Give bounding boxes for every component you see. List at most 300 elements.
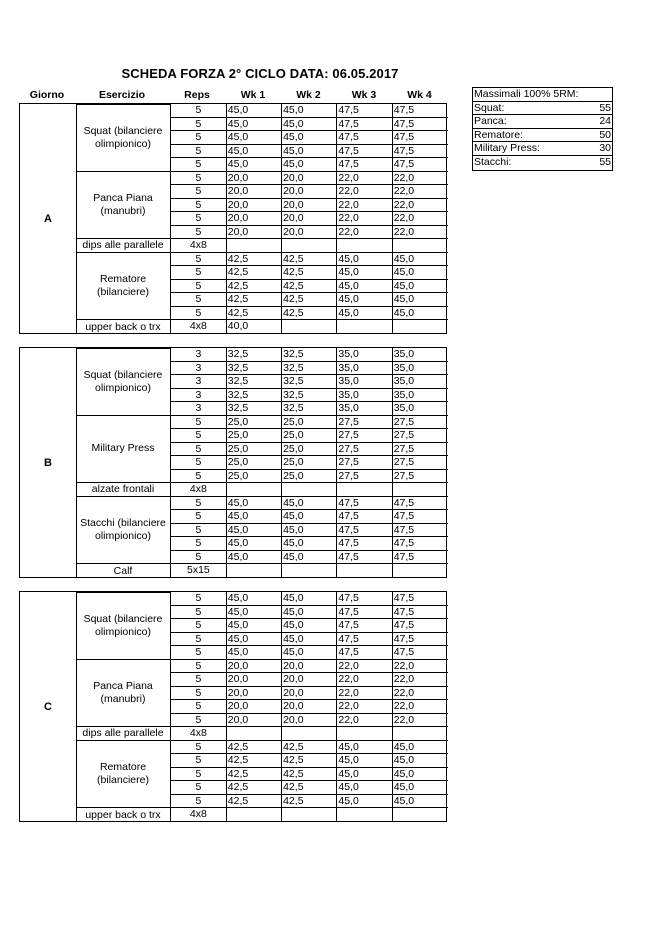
wk3-cell: 47,5 bbox=[337, 118, 392, 131]
wk4-cell: 22,0 bbox=[393, 686, 415, 699]
wk3-cell: 45,0 bbox=[337, 280, 392, 293]
wk2-cell: 45,0 bbox=[282, 592, 337, 605]
reps-cell: 5 bbox=[171, 714, 227, 727]
wk1-cell: 42,5 bbox=[227, 754, 282, 767]
wk3-cell: 22,0 bbox=[337, 673, 392, 686]
reps-cell: 5 bbox=[171, 145, 227, 158]
set-row bbox=[170, 172, 448, 186]
header-esercizio: Esercizio bbox=[98, 89, 146, 101]
wk3-cell: 22,0 bbox=[337, 185, 392, 198]
set-row bbox=[170, 402, 448, 416]
wk2-cell: 45,0 bbox=[282, 646, 337, 659]
set-row bbox=[170, 633, 448, 647]
massimali-label: Rematore: bbox=[474, 128, 524, 141]
wk1-cell: 25,0 bbox=[227, 443, 282, 456]
set-row bbox=[170, 537, 448, 551]
set-row bbox=[170, 226, 448, 240]
wk1-cell: 42,5 bbox=[227, 266, 282, 279]
set-row bbox=[170, 551, 448, 565]
wk3-cell: 47,5 bbox=[337, 646, 392, 659]
wk4-cell: 47,5 bbox=[393, 592, 415, 604]
set-row bbox=[170, 239, 448, 253]
massimali-row-rematore bbox=[473, 129, 612, 143]
wk3-cell: 47,5 bbox=[337, 497, 392, 510]
exercise-name: alzate frontali bbox=[76, 483, 170, 497]
wk4-cell: 22,0 bbox=[393, 198, 415, 211]
wk2-cell bbox=[282, 564, 337, 578]
set-row bbox=[170, 497, 448, 511]
wk1-cell: 45,0 bbox=[227, 551, 282, 564]
wk3-cell: 47,5 bbox=[337, 145, 392, 158]
wk3-cell: 45,0 bbox=[337, 266, 392, 279]
set-row bbox=[170, 768, 448, 782]
wk1-cell bbox=[227, 727, 282, 740]
reps-cell: 5 bbox=[171, 443, 227, 456]
set-row bbox=[170, 429, 448, 443]
header-wk1: Wk 1 bbox=[240, 89, 266, 101]
set-row bbox=[170, 687, 448, 701]
set-row bbox=[170, 104, 448, 118]
massimali-row-panca bbox=[473, 115, 612, 129]
set-row bbox=[170, 158, 448, 172]
wk2-cell: 45,0 bbox=[282, 524, 337, 537]
reps-cell: 5 bbox=[171, 212, 227, 225]
wk1-cell: 20,0 bbox=[227, 673, 282, 686]
wk1-cell bbox=[227, 239, 282, 252]
wk2-cell: 42,5 bbox=[282, 754, 337, 767]
wk1-cell: 20,0 bbox=[227, 700, 282, 713]
wk1-cell: 25,0 bbox=[227, 416, 282, 429]
wk3-cell: 47,5 bbox=[337, 592, 392, 605]
wk1-cell: 45,0 bbox=[227, 646, 282, 659]
set-row bbox=[170, 524, 448, 538]
wk4-cell: 47,5 bbox=[393, 619, 415, 632]
reps-cell: 4x8 bbox=[171, 239, 227, 252]
wk3-cell: 35,0 bbox=[337, 375, 392, 388]
wk1-cell: 42,5 bbox=[227, 768, 282, 781]
massimali-value: 30 bbox=[599, 142, 611, 155]
wk3-cell: 45,0 bbox=[337, 795, 392, 808]
wk2-cell bbox=[282, 239, 337, 252]
day-label: C bbox=[20, 592, 77, 821]
wk2-cell: 32,5 bbox=[282, 402, 337, 415]
exercise-name: Panca Piana (manubri) bbox=[76, 660, 170, 728]
wk4-cell: 47,5 bbox=[393, 632, 415, 645]
exercise-name: Squat (bilanciere olimpionico) bbox=[76, 347, 170, 416]
wk2-cell: 32,5 bbox=[282, 389, 337, 402]
wk2-cell: 20,0 bbox=[282, 226, 337, 239]
massimali-label: Stacchi: bbox=[474, 155, 512, 168]
wk2-cell: 20,0 bbox=[282, 212, 337, 225]
wk4-cell: 47,5 bbox=[393, 158, 415, 171]
reps-cell: 5 bbox=[171, 497, 227, 510]
reps-cell: 5 bbox=[171, 253, 227, 266]
reps-cell: 5 bbox=[171, 172, 227, 185]
reps-cell: 5 bbox=[171, 646, 227, 659]
exercise-name: upper back o trx bbox=[85, 320, 161, 333]
reps-cell: 5 bbox=[171, 293, 227, 306]
wk2-cell: 32,5 bbox=[282, 348, 337, 361]
wk3-cell: 47,5 bbox=[337, 606, 392, 619]
wk3-cell: 45,0 bbox=[337, 768, 392, 781]
wk4-cell: 47,5 bbox=[393, 510, 415, 523]
wk4-cell: 27,5 bbox=[393, 442, 415, 455]
page-title: SCHEDA FORZA 2° CICLO DATA: 06.05.2017 bbox=[121, 66, 399, 81]
wk4-cell: 45,0 bbox=[393, 279, 415, 292]
wk4-cell: 27,5 bbox=[393, 456, 415, 469]
set-row bbox=[170, 673, 448, 687]
set-row bbox=[170, 185, 448, 199]
set-row bbox=[170, 456, 448, 470]
reps-cell: 5 bbox=[171, 687, 227, 700]
wk1-cell: 42,5 bbox=[227, 795, 282, 808]
wk4-cell: 35,0 bbox=[393, 375, 415, 388]
wk4-cell: 45,0 bbox=[393, 252, 415, 265]
wk4-cell: 47,5 bbox=[393, 496, 415, 509]
wk1-cell: 45,0 bbox=[227, 633, 282, 646]
set-row bbox=[170, 416, 448, 430]
reps-cell: 4x8 bbox=[171, 808, 227, 822]
set-row bbox=[170, 564, 448, 578]
wk1-cell: 32,5 bbox=[227, 375, 282, 388]
exercise-name: upper back o trx bbox=[85, 808, 161, 821]
exercise-name: Stacchi (bilanciere olimpionico) bbox=[76, 497, 170, 565]
reps-cell: 5 bbox=[171, 158, 227, 171]
wk2-cell bbox=[282, 320, 337, 334]
wk2-cell: 45,0 bbox=[282, 537, 337, 550]
wk4-cell: 47,5 bbox=[393, 523, 415, 536]
massimali-title bbox=[473, 88, 612, 102]
reps-cell: 4x8 bbox=[171, 483, 227, 496]
wk2-cell: 42,5 bbox=[282, 768, 337, 781]
wk2-cell: 20,0 bbox=[282, 199, 337, 212]
wk3-cell: 22,0 bbox=[337, 199, 392, 212]
wk1-cell: 25,0 bbox=[227, 456, 282, 469]
reps-cell: 5 bbox=[171, 741, 227, 754]
wk4-cell: 22,0 bbox=[393, 713, 415, 726]
wk3-cell: 45,0 bbox=[337, 253, 392, 266]
wk2-cell: 32,5 bbox=[282, 362, 337, 375]
wk4-cell: 22,0 bbox=[393, 225, 415, 238]
massimali-title-label: Massimali 100% 5RM: bbox=[474, 88, 579, 100]
reps-cell: 3 bbox=[171, 402, 227, 415]
wk4-cell: 22,0 bbox=[393, 659, 415, 672]
header-reps: Reps bbox=[184, 89, 210, 101]
set-row bbox=[170, 592, 448, 606]
wk3-cell: 47,5 bbox=[337, 158, 392, 171]
set-row bbox=[170, 266, 448, 280]
reps-cell: 5 bbox=[171, 795, 227, 808]
wk4-cell bbox=[393, 320, 448, 334]
wk1-cell: 42,5 bbox=[227, 253, 282, 266]
wk1-cell bbox=[227, 808, 282, 822]
wk4-cell: 47,5 bbox=[393, 550, 415, 563]
wk3-cell: 22,0 bbox=[337, 660, 392, 673]
exercise-name: Panca Piana (manubri) bbox=[76, 172, 170, 240]
wk4-cell: 45,0 bbox=[393, 266, 415, 279]
set-row bbox=[170, 646, 448, 660]
wk4-cell: 27,5 bbox=[393, 469, 415, 482]
wk4-cell: 22,0 bbox=[393, 185, 415, 198]
reps-cell: 5 bbox=[171, 470, 227, 483]
day-label: B bbox=[20, 348, 77, 577]
header-wk2: Wk 2 bbox=[296, 89, 321, 101]
exercise-name: Squat (bilanciere olimpionico) bbox=[76, 591, 170, 660]
wk1-cell: 45,0 bbox=[227, 524, 282, 537]
wk4-cell: 35,0 bbox=[393, 388, 415, 401]
wk1-cell: 25,0 bbox=[227, 429, 282, 442]
wk4-cell: 22,0 bbox=[393, 212, 415, 225]
set-row bbox=[170, 307, 448, 321]
massimali-value: 55 bbox=[599, 101, 611, 114]
wk3-cell: 45,0 bbox=[337, 781, 392, 794]
wk4-cell: 22,0 bbox=[393, 171, 415, 184]
wk1-cell: 42,5 bbox=[227, 781, 282, 794]
wk4-cell bbox=[393, 808, 448, 822]
reps-cell: 5 bbox=[171, 660, 227, 673]
wk4-cell: 45,0 bbox=[393, 794, 415, 807]
massimali-box bbox=[472, 87, 613, 171]
wk4-cell: 45,0 bbox=[393, 781, 415, 794]
wk3-cell: 22,0 bbox=[337, 172, 392, 185]
wk2-cell: 42,5 bbox=[282, 781, 337, 794]
wk1-cell: 20,0 bbox=[227, 212, 282, 225]
set-row bbox=[170, 660, 448, 674]
wk4-cell: 45,0 bbox=[393, 754, 415, 767]
reps-cell: 3 bbox=[171, 389, 227, 402]
wk3-cell: 27,5 bbox=[337, 443, 392, 456]
wk3-cell: 22,0 bbox=[337, 714, 392, 727]
wk4-cell bbox=[393, 564, 448, 578]
set-row bbox=[170, 280, 448, 294]
wk4-cell: 27,5 bbox=[393, 429, 415, 442]
wk2-cell: 42,5 bbox=[282, 741, 337, 754]
wk2-cell: 25,0 bbox=[282, 443, 337, 456]
wk2-cell: 42,5 bbox=[282, 293, 337, 306]
wk1-cell: 32,5 bbox=[227, 389, 282, 402]
wk4-cell: 22,0 bbox=[393, 700, 415, 713]
massimali-value: 50 bbox=[599, 128, 611, 141]
wk1-cell: 20,0 bbox=[227, 185, 282, 198]
set-row bbox=[170, 727, 448, 741]
wk4-cell: 47,5 bbox=[393, 117, 415, 130]
wk1-cell: 42,5 bbox=[227, 741, 282, 754]
wk1-cell: 45,0 bbox=[227, 606, 282, 619]
wk3-cell: 47,5 bbox=[337, 537, 392, 550]
reps-cell: 5 bbox=[171, 606, 227, 619]
set-row bbox=[170, 320, 448, 334]
massimali-value: 24 bbox=[599, 115, 611, 128]
wk1-cell: 45,0 bbox=[227, 104, 282, 117]
wk3-cell: 35,0 bbox=[337, 348, 392, 361]
massimali-row-squat bbox=[473, 102, 612, 116]
wk3-cell: 22,0 bbox=[337, 687, 392, 700]
wk3-cell: 47,5 bbox=[337, 633, 392, 646]
wk4-cell bbox=[393, 483, 448, 496]
wk2-cell: 45,0 bbox=[282, 606, 337, 619]
wk2-cell: 45,0 bbox=[282, 131, 337, 144]
wk3-cell bbox=[337, 564, 392, 578]
day-block-c bbox=[19, 591, 447, 822]
wk3-cell: 47,5 bbox=[337, 104, 392, 117]
set-row bbox=[170, 443, 448, 457]
wk1-cell: 32,5 bbox=[227, 402, 282, 415]
wk1-cell: 42,5 bbox=[227, 293, 282, 306]
wk2-cell: 42,5 bbox=[282, 795, 337, 808]
reps-cell: 5 bbox=[171, 700, 227, 713]
reps-cell: 5 bbox=[171, 592, 227, 605]
wk2-cell: 42,5 bbox=[282, 280, 337, 293]
wk2-cell: 45,0 bbox=[282, 497, 337, 510]
wk2-cell: 25,0 bbox=[282, 429, 337, 442]
wk3-cell: 27,5 bbox=[337, 456, 392, 469]
wk1-cell: 42,5 bbox=[227, 280, 282, 293]
wk3-cell: 47,5 bbox=[337, 551, 392, 564]
wk2-cell: 20,0 bbox=[282, 172, 337, 185]
massimali-label: Panca: bbox=[474, 115, 507, 128]
wk2-cell: 45,0 bbox=[282, 551, 337, 564]
reps-cell: 5 bbox=[171, 199, 227, 212]
reps-cell: 5 bbox=[171, 510, 227, 523]
wk3-cell: 27,5 bbox=[337, 416, 392, 429]
wk3-cell: 35,0 bbox=[337, 362, 392, 375]
wk2-cell bbox=[282, 808, 337, 822]
wk4-cell bbox=[393, 239, 448, 252]
wk1-cell bbox=[227, 483, 282, 496]
wk4-cell: 35,0 bbox=[393, 402, 415, 415]
wk4-cell: 35,0 bbox=[393, 348, 415, 360]
set-row bbox=[170, 348, 448, 362]
reps-cell: 5 bbox=[171, 633, 227, 646]
wk2-cell: 20,0 bbox=[282, 700, 337, 713]
reps-cell: 3 bbox=[171, 348, 227, 361]
wk2-cell: 45,0 bbox=[282, 145, 337, 158]
wk3-cell: 27,5 bbox=[337, 429, 392, 442]
wk2-cell: 20,0 bbox=[282, 673, 337, 686]
wk4-cell: 45,0 bbox=[393, 293, 415, 306]
wk2-cell: 42,5 bbox=[282, 266, 337, 279]
wk1-cell: 32,5 bbox=[227, 362, 282, 375]
reps-cell: 5 bbox=[171, 280, 227, 293]
wk2-cell: 25,0 bbox=[282, 456, 337, 469]
wk1-cell: 40,0 bbox=[227, 320, 282, 334]
reps-cell: 3 bbox=[171, 362, 227, 375]
reps-cell: 5 bbox=[171, 416, 227, 429]
wk2-cell: 20,0 bbox=[282, 185, 337, 198]
header-wk4: Wk 4 bbox=[407, 89, 432, 101]
set-row bbox=[170, 795, 448, 809]
exercise-name: Squat (bilanciere olimpionico) bbox=[76, 103, 170, 172]
exercise-name: Rematore (bilanciere) bbox=[76, 741, 170, 809]
reps-cell: 5 bbox=[171, 524, 227, 537]
exercise-name: dips alle parallele bbox=[76, 727, 170, 741]
wk3-cell bbox=[337, 483, 392, 496]
reps-cell: 5 bbox=[171, 781, 227, 794]
set-row bbox=[170, 253, 448, 267]
wk2-cell: 25,0 bbox=[282, 470, 337, 483]
wk4-cell: 47,5 bbox=[393, 104, 415, 116]
wk2-cell: 45,0 bbox=[282, 510, 337, 523]
wk1-cell: 45,0 bbox=[227, 158, 282, 171]
reps-cell: 5 bbox=[171, 226, 227, 239]
wk2-cell: 42,5 bbox=[282, 253, 337, 266]
wk3-cell: 35,0 bbox=[337, 402, 392, 415]
reps-cell: 3 bbox=[171, 375, 227, 388]
set-row bbox=[170, 470, 448, 484]
wk4-cell: 35,0 bbox=[393, 361, 415, 374]
wk3-cell: 35,0 bbox=[337, 389, 392, 402]
massimali-label: Military Press: bbox=[474, 142, 540, 155]
set-row bbox=[170, 118, 448, 132]
set-row bbox=[170, 510, 448, 524]
set-row bbox=[170, 781, 448, 795]
exercise-name: Calf bbox=[113, 564, 133, 577]
wk1-cell: 45,0 bbox=[227, 510, 282, 523]
header-giorno: Giorno bbox=[29, 89, 65, 101]
wk2-cell: 45,0 bbox=[282, 104, 337, 117]
reps-cell: 4x8 bbox=[171, 320, 227, 334]
wk2-cell: 20,0 bbox=[282, 660, 337, 673]
set-row bbox=[170, 808, 448, 822]
wk3-cell bbox=[337, 239, 392, 252]
set-row bbox=[170, 145, 448, 159]
wk3-cell: 45,0 bbox=[337, 307, 392, 320]
wk3-cell: 27,5 bbox=[337, 470, 392, 483]
wk4-cell: 47,5 bbox=[393, 131, 415, 144]
wk2-cell: 42,5 bbox=[282, 307, 337, 320]
set-row bbox=[170, 375, 448, 389]
massimali-value: 55 bbox=[599, 155, 611, 168]
wk3-cell: 47,5 bbox=[337, 510, 392, 523]
massimali-row-stacchi bbox=[473, 156, 612, 170]
reps-cell: 5 bbox=[171, 537, 227, 550]
reps-cell: 5 bbox=[171, 131, 227, 144]
wk1-cell: 25,0 bbox=[227, 470, 282, 483]
wk1-cell: 20,0 bbox=[227, 714, 282, 727]
reps-cell: 5 bbox=[171, 768, 227, 781]
set-row bbox=[170, 619, 448, 633]
wk1-cell: 45,0 bbox=[227, 131, 282, 144]
wk1-cell: 45,0 bbox=[227, 592, 282, 605]
massimali-row-military-press bbox=[473, 142, 612, 156]
reps-cell: 5 bbox=[171, 118, 227, 131]
wk2-cell bbox=[282, 727, 337, 740]
set-row bbox=[170, 714, 448, 728]
wk2-cell: 45,0 bbox=[282, 619, 337, 632]
set-row bbox=[170, 212, 448, 226]
set-row bbox=[170, 606, 448, 620]
set-row bbox=[170, 741, 448, 755]
header-wk3: Wk 3 bbox=[351, 89, 377, 101]
set-row bbox=[170, 754, 448, 768]
set-row bbox=[170, 199, 448, 213]
reps-cell: 5 bbox=[171, 429, 227, 442]
exercise-name: Rematore (bilanciere) bbox=[76, 253, 170, 321]
set-row bbox=[170, 483, 448, 497]
exercise-name: Military Press bbox=[76, 416, 170, 484]
set-row bbox=[170, 131, 448, 145]
wk4-cell: 47,5 bbox=[393, 646, 415, 659]
wk1-cell: 45,0 bbox=[227, 118, 282, 131]
reps-cell: 5 bbox=[171, 456, 227, 469]
wk1-cell: 20,0 bbox=[227, 172, 282, 185]
wk4-cell bbox=[393, 727, 448, 740]
reps-cell: 5x15 bbox=[171, 564, 227, 578]
wk3-cell bbox=[337, 727, 392, 740]
wk1-cell: 45,0 bbox=[227, 145, 282, 158]
reps-cell: 5 bbox=[171, 185, 227, 198]
exercise-name: dips alle parallele bbox=[76, 239, 170, 253]
